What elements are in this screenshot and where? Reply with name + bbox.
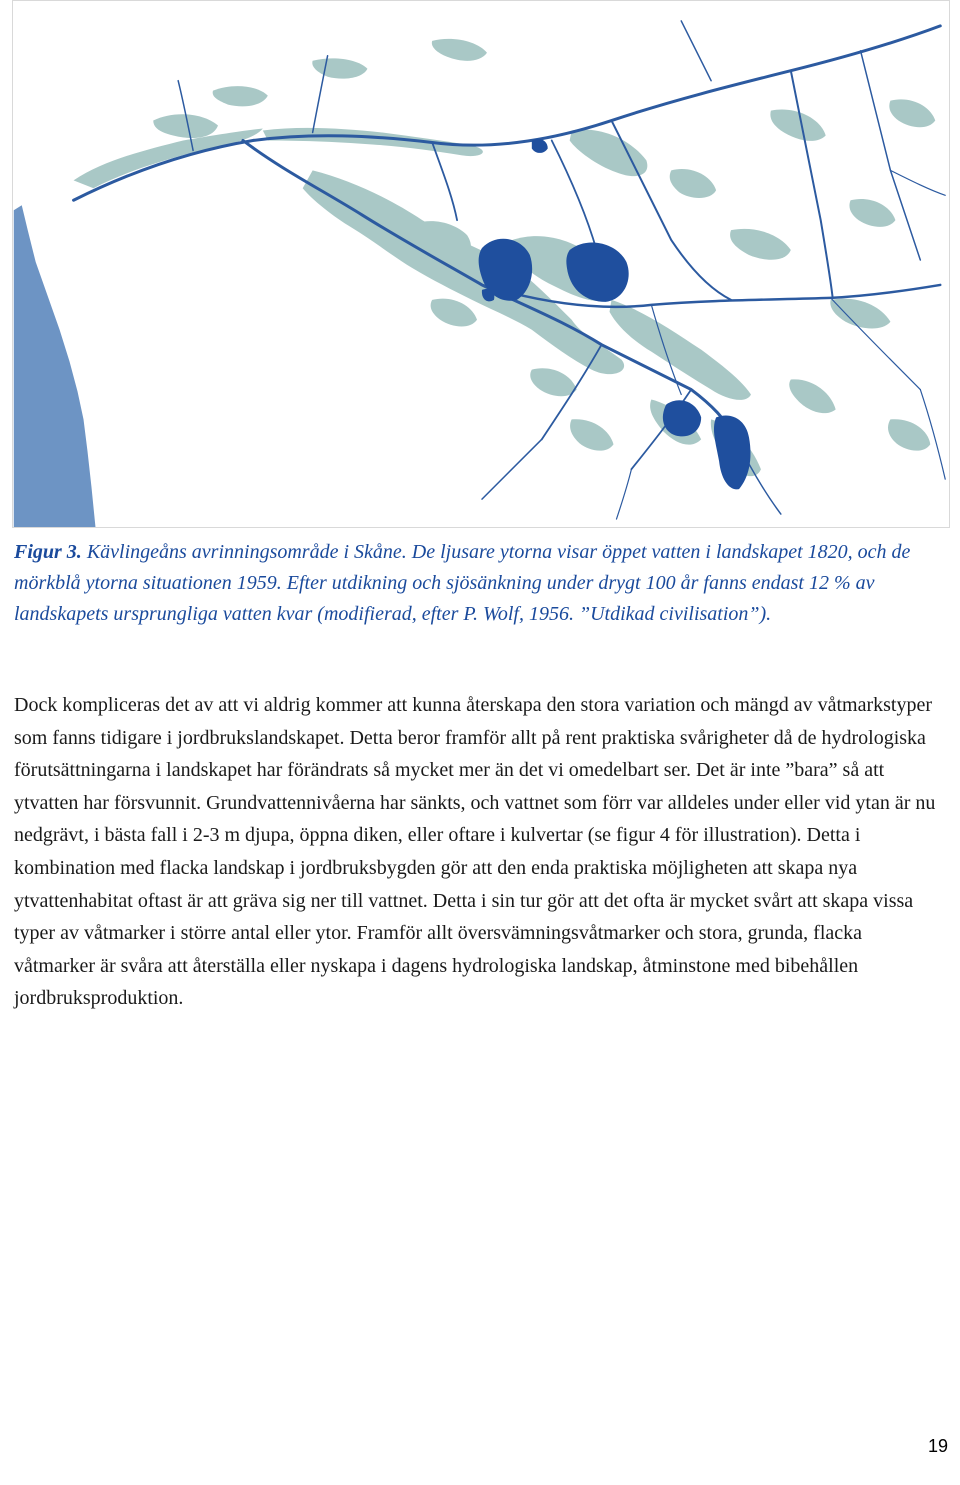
watershed-map-figure: [12, 0, 950, 528]
watershed-map: [13, 1, 949, 527]
figure-caption-text: Kävlingeåns avrinningsområde i Skåne. De ljusare ytorna visar öppet vatten i landskapet 1820, och de mörkblå ytorna situationen 1959. Efter utdikning och sjösänkning under drygt 100 år fanns endast 12 % av landskapets ursprungliga vatten kvar (modifierad, efter P. Wolf, 1956. ”Utdikad civilisation”).: [14, 541, 911, 625]
figure-caption: [14, 537, 946, 630]
sea-area: [14, 205, 96, 527]
body-paragraph: Dock kompliceras det av att vi aldrig kommer att kunna återskapa den stora variation och mängd av våtmarkstyper som fanns tidigare i jordbrukslandskapet. Detta beror framför allt på rent praktiska svårigheter då de hydrologiska förutsättningarna i landskapet har förändrats så mycket mer än det vi omedelbart ser. Det är inte ”bara” så att ytvatten har försvunnit. Grundvattennivåerna har sänkts, och vattnet som förr var alldeles under eller vid ytan är nu nedgrävt, i bästa fall i 2-3 m djupa, öppna diken, eller oftare i kulvertar (se figur 4 för illustration). Detta i kombination med flacka landskap i jordbruksbygden gör att den enda praktiska möjligheten att skapa nya ytvattenhabitat oftast är att gräva sig ner till vattnet. Detta i sin tur gör att det ofta är mycket svårt att skapa vissa typer av våtmarker i större antal eller ytor. Framför allt översvämningsvåtmarker och stora, grunda, flacka våtmarker är svåra att återställa eller nyskapa i dagens hydrologiska landskap, åtminstone med bibehållen jordbruksproduktion.: [14, 694, 936, 1010]
figure-label: Figur 3.: [14, 541, 82, 563]
page-number: 19: [927, 1436, 948, 1456]
